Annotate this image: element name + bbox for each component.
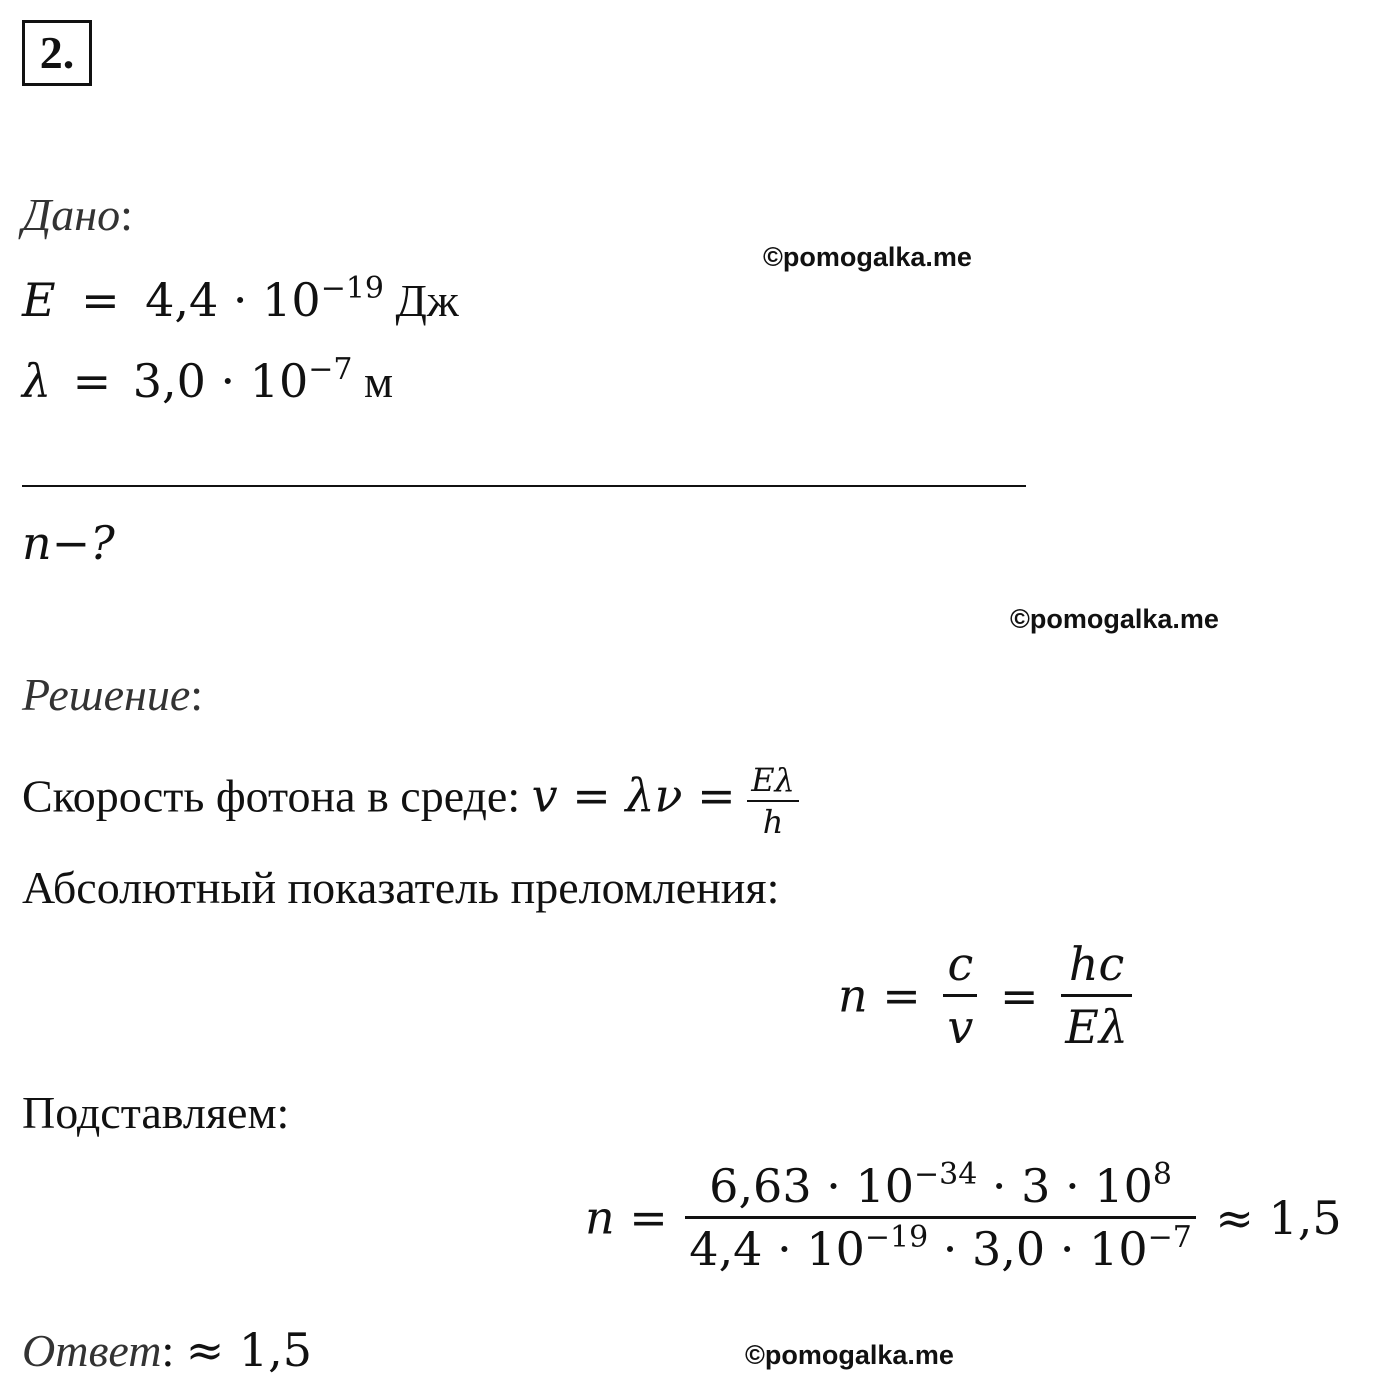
index-den-1: v <box>947 1000 974 1054</box>
find-unknown: n−? <box>22 516 115 570</box>
task-number: 2. <box>22 20 92 86</box>
substitute-label: Подставляем: <box>22 1087 290 1138</box>
answer-line <box>22 1322 312 1379</box>
calc-denominator <box>685 1220 1196 1276</box>
solution-heading-text: Решение <box>22 669 191 720</box>
index-label: Абсолютный показатель преломления: <box>22 862 780 913</box>
wavelength-symbol: λ <box>22 354 52 408</box>
given-colon: : <box>120 189 133 240</box>
index-fraction-2 <box>1061 938 1132 1053</box>
speed-fraction <box>747 762 799 840</box>
wavelength-equals: = <box>72 354 112 408</box>
energy-equals: = <box>81 273 120 327</box>
watermark: ©pomogalka.me <box>745 1340 954 1370</box>
calc-num-b-exp: 8 <box>1152 1157 1172 1192</box>
wavelength-unit: м <box>364 356 394 407</box>
fraction-bar <box>685 1216 1196 1219</box>
watermark: ©pomogalka.me <box>763 242 972 272</box>
index-formula <box>838 938 1132 1053</box>
wavelength-mantissa: 3,0 · 10 <box>132 354 309 408</box>
wavelength-exponent: −7 <box>308 352 353 387</box>
speed-label: Скорость фотона в среде: <box>22 770 521 822</box>
speed-line <box>22 762 799 840</box>
calc-den-b: · 3,0 · 10 <box>928 1222 1148 1276</box>
calc-numerator <box>685 1157 1196 1213</box>
speed-numerator: Eλ <box>751 761 795 799</box>
solution-colon: : <box>190 669 204 720</box>
answer-heading: Ответ <box>22 1325 162 1376</box>
index-equals: = <box>1000 968 1039 1023</box>
fraction-bar <box>1061 994 1132 997</box>
fraction-bar <box>747 800 799 802</box>
index-lhs: n = <box>838 968 921 1023</box>
calc-num-a-exp: −34 <box>914 1157 978 1192</box>
calc-formula <box>585 1157 1342 1276</box>
energy-symbol: E <box>22 273 56 327</box>
solution-heading <box>22 668 203 721</box>
given-heading-text: Дано <box>22 189 121 240</box>
calc-result: ≈ 1,5 <box>1215 1190 1342 1245</box>
answer-colon: : <box>161 1325 175 1376</box>
answer-value: ≈ 1,5 <box>185 1323 313 1377</box>
given-energy <box>22 272 459 329</box>
index-num-1: c <box>947 937 974 991</box>
given-heading <box>22 188 133 241</box>
index-fraction-1 <box>943 938 977 1053</box>
calc-den-a-exp: −19 <box>864 1220 929 1255</box>
index-den-2: Eλ <box>1065 1000 1128 1054</box>
index-num-2: hc <box>1068 937 1125 991</box>
speed-denominator: h <box>762 803 784 841</box>
energy-unit: Дж <box>395 275 459 326</box>
calc-den-b-exp: −7 <box>1147 1220 1192 1255</box>
calc-fraction <box>685 1157 1196 1276</box>
energy-exponent: −19 <box>320 271 385 306</box>
given-wavelength <box>22 353 393 410</box>
calc-den-a: 4,4 · 10 <box>689 1222 865 1276</box>
calc-num-b: · 3 · 10 <box>977 1159 1153 1213</box>
given-divider <box>22 485 1026 487</box>
fraction-bar <box>943 994 977 997</box>
watermark: ©pomogalka.me <box>1010 604 1219 634</box>
speed-formula-lhs: v = λν = <box>531 768 736 823</box>
calc-lhs: n = <box>585 1190 668 1245</box>
energy-mantissa: 4,4 · 10 <box>145 273 321 327</box>
calc-num-a: 6,63 · 10 <box>709 1159 914 1213</box>
